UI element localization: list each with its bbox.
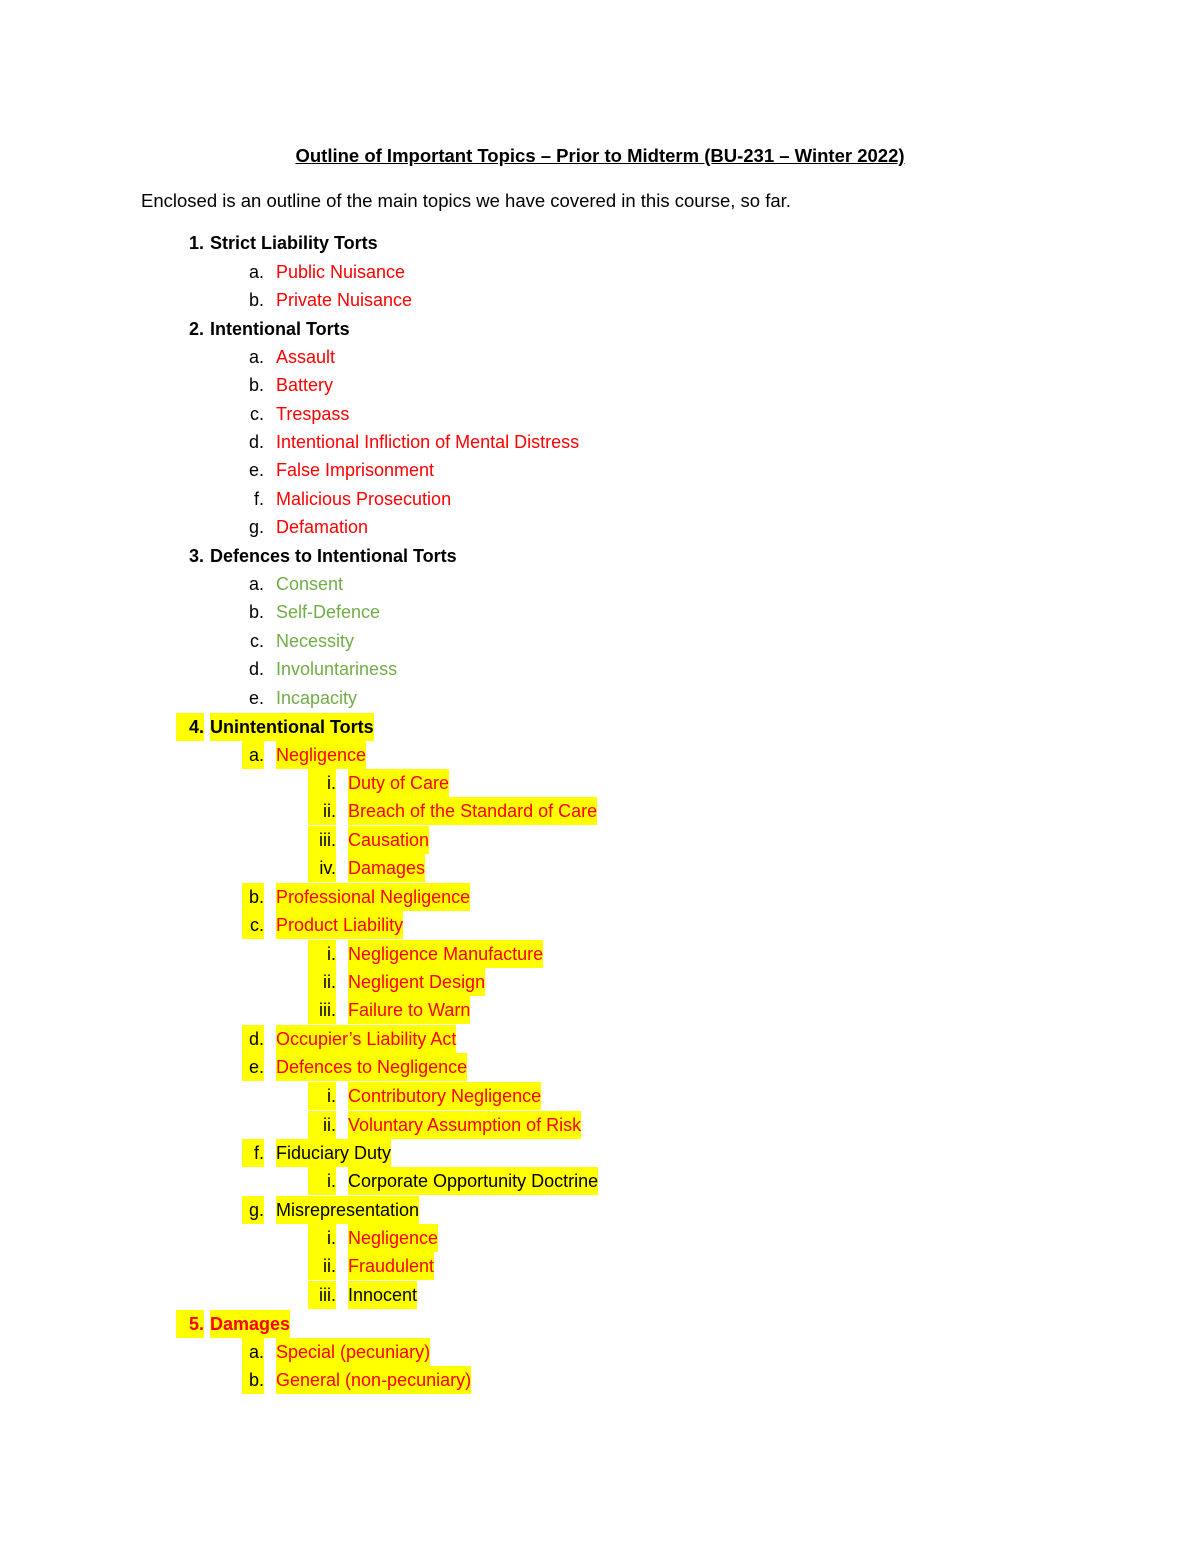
item-text: Self-Defence [276,602,381,622]
outline-item [242,428,579,456]
outline-item [242,655,397,683]
item-marker: b. [248,602,264,622]
item-marker: 2. [188,319,204,339]
item-text: Strict Liability Torts [210,233,378,253]
outline-item [308,968,485,996]
outline-item [242,1338,430,1366]
item-text: Incapacity [276,688,358,708]
outline-item [308,1082,541,1110]
item-text: Necessity [276,631,355,651]
item-marker: 4. [176,713,204,741]
outline-item [308,797,597,825]
outline-item [308,769,449,797]
item-text: Breach of the Standard of Care [348,797,597,825]
item-marker: f. [242,1139,264,1167]
item-marker: b. [242,883,264,911]
outline-item [242,570,343,598]
outline-item [176,1310,290,1338]
outline-item [242,400,349,428]
outline-item [242,456,434,484]
item-text: Consent [276,574,344,594]
item-marker: c. [242,911,264,939]
item-marker: g. [248,517,264,537]
item-text: Intentional Torts [210,319,350,339]
item-marker: g. [242,1196,264,1224]
outline-item [308,854,425,882]
outline-item [308,940,543,968]
item-text: Private Nuisance [276,290,413,310]
item-marker: ii. [308,797,336,825]
item-marker: d. [248,659,264,679]
item-marker: i. [308,940,336,968]
item-marker: e. [248,688,264,708]
item-text: Causation [348,826,429,854]
outline-item [308,1111,581,1139]
item-marker: b. [248,290,264,310]
outline-item [308,1224,438,1252]
item-text: Professional Negligence [276,883,470,911]
item-text: Special (pecuniary) [276,1338,430,1366]
item-text: Fraudulent [348,1252,434,1280]
item-marker: b. [242,1366,264,1394]
outline-item [308,1281,417,1309]
outline-item [242,741,366,769]
outline-item [242,286,412,314]
item-text: Innocent [348,1281,417,1309]
item-text: False Imprisonment [276,460,435,480]
outline-item [242,371,333,399]
outline-item [242,343,335,371]
item-marker: c. [249,631,264,651]
item-text: Malicious Prosecution [276,489,452,509]
item-marker: iii. [308,1281,336,1309]
item-marker: e. [242,1053,264,1081]
item-text: Failure to Warn [348,996,470,1024]
item-text: Unintentional Torts [210,713,374,741]
intro-paragraph: Enclosed is an outline of the main topics we have covered in this course, so far. [141,190,791,211]
item-text: Assault [276,347,336,367]
item-text: Negligence Manufacture [348,940,543,968]
item-text: Negligence [276,741,366,769]
item-text: Product Liability [276,911,403,939]
item-text: Defamation [276,517,369,537]
item-text: Damages [210,1310,290,1338]
item-marker: iii. [308,826,336,854]
outline-item [242,513,368,541]
item-text: Contributory Negligence [348,1082,541,1110]
item-text: Defences to Intentional Torts [210,546,457,566]
outline-item [242,911,403,939]
outline-item [176,229,378,257]
outline-item [242,1366,471,1394]
item-marker: 3. [188,546,204,566]
item-text: Damages [348,854,425,882]
outline-item [242,1139,391,1167]
item-marker: a. [242,1338,264,1366]
item-marker: i. [308,1167,336,1195]
item-marker: ii. [308,1111,336,1139]
outline-item [242,627,354,655]
item-text: Public Nuisance [276,262,406,282]
item-marker: c. [249,404,264,424]
item-marker: d. [242,1025,264,1053]
outline-item [242,684,357,712]
item-text: Trespass [276,404,350,424]
item-marker: iv. [308,854,336,882]
item-text: Occupier’s Liability Act [276,1025,456,1053]
item-text: Intentional Infliction of Mental Distress [276,432,580,452]
outline-item [242,883,470,911]
item-text: Voluntary Assumption of Risk [348,1111,581,1139]
outline-item [176,713,374,741]
outline-item [308,996,470,1024]
item-marker: i. [308,1224,336,1252]
item-marker: f. [253,489,264,509]
outline-item [242,1053,467,1081]
item-text: Duty of Care [348,769,449,797]
outline-item [242,1196,419,1224]
item-marker: b. [248,375,264,395]
outline-item [242,258,405,286]
outline-item [308,826,429,854]
item-text: Negligence [348,1224,438,1252]
item-marker: d. [248,432,264,452]
outline-item [242,1025,456,1053]
item-marker: a. [242,741,264,769]
item-text: Fiduciary Duty [276,1139,391,1167]
item-text: Battery [276,375,334,395]
item-text: Involuntariness [276,659,398,679]
item-text: General (non-pecuniary) [276,1366,471,1394]
item-marker: a. [248,574,264,594]
item-marker: iii. [308,996,336,1024]
outline-item [176,542,457,570]
document-title: Outline of Important Topics – Prior to Midterm (BU-231 – Winter 2022) [295,145,905,166]
item-marker: a. [248,347,264,367]
item-marker: i. [308,769,336,797]
item-marker: ii. [308,1252,336,1280]
item-text: Corporate Opportunity Doctrine [348,1167,598,1195]
item-marker: 1. [188,233,204,253]
item-marker: i. [308,1082,336,1110]
item-marker: 5. [176,1310,204,1338]
item-text: Misrepresentation [276,1196,419,1224]
outline-item [308,1167,598,1195]
outline-item [308,1252,434,1280]
outline-item [242,598,380,626]
item-marker: e. [248,460,264,480]
outline-item [176,315,350,343]
outline-item [242,485,451,513]
item-marker: a. [248,262,264,282]
item-marker: ii. [308,968,336,996]
item-text: Defences to Negligence [276,1053,467,1081]
item-text: Negligent Design [348,968,485,996]
